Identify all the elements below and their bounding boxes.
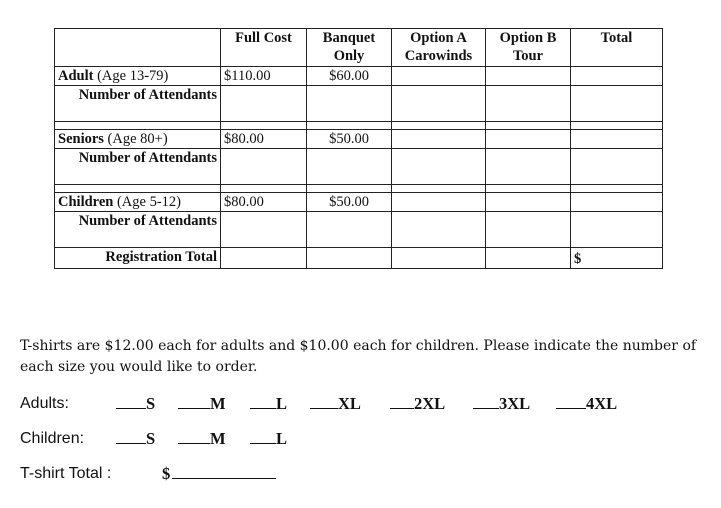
adult-label-cell: [55, 67, 221, 86]
seniors-full-cost: $80.00: [221, 130, 307, 149]
seniors-option-b-cell: [486, 130, 571, 149]
children-age: (Age 5-12): [116, 194, 181, 210]
adult-option-a-cell: [392, 67, 486, 86]
seniors-banquet-cost: $50.00: [307, 130, 392, 149]
reg-total-empty-1: [221, 248, 307, 269]
seniors-age: (Age 80+): [107, 131, 168, 147]
adult-number-label: Number of Attendants: [55, 86, 221, 122]
reg-total-empty-3: [392, 248, 486, 269]
registration-total-label: Registration Total: [55, 248, 221, 269]
adult-count-row: [55, 86, 663, 122]
adult-option-a-count[interactable]: [392, 86, 486, 122]
seniors-total-cell: [571, 130, 663, 149]
header-cell-blank: [55, 29, 221, 67]
children-option-a-cell: [392, 193, 486, 212]
child-size-l[interactable]: L: [250, 429, 287, 449]
children-option-b-cell: [486, 193, 571, 212]
adult-price-row: [55, 67, 663, 86]
children-label: Children: [58, 194, 114, 210]
children-full-count[interactable]: [221, 212, 307, 248]
spacer-row: [55, 185, 663, 193]
adult-banquet-count[interactable]: [307, 86, 392, 122]
seniors-label-cell: [55, 130, 221, 149]
adult-size-m[interactable]: M: [178, 394, 226, 414]
children-option-a-count[interactable]: [392, 212, 486, 248]
header-full-cost: Full Cost: [221, 29, 307, 67]
adult-banquet-cost: $60.00: [307, 67, 392, 86]
children-full-cost: $80.00: [221, 193, 307, 212]
seniors-option-b-count[interactable]: [486, 149, 571, 185]
adult-total-cell: [571, 67, 663, 86]
adult-size-4xl[interactable]: 4XL: [556, 394, 617, 414]
children-total-cell: [571, 193, 663, 212]
adult-size-s[interactable]: S: [116, 394, 155, 414]
adult-label: Adult: [58, 68, 94, 84]
header-banquet-only: Banquet Only: [307, 29, 392, 67]
children-banquet-cost: $50.00: [307, 193, 392, 212]
reg-total-empty-2: [307, 248, 392, 269]
spacer-row: [55, 122, 663, 130]
seniors-option-a-count[interactable]: [392, 149, 486, 185]
child-size-s[interactable]: S: [116, 429, 155, 449]
children-number-label: Number of Attendants: [55, 212, 221, 248]
seniors-price-row: [55, 130, 663, 149]
children-count-row: [55, 212, 663, 248]
children-total-amount[interactable]: [571, 212, 663, 248]
adult-total-amount[interactable]: [571, 86, 663, 122]
adult-size-2xl[interactable]: 2XL: [390, 394, 445, 414]
tshirt-note: T-shirts are $12.00 each for adults and $10.00 each for children. Please indicate the number of each size you would like to order.: [20, 338, 697, 375]
seniors-number-label: Number of Attendants: [55, 149, 221, 185]
seniors-total-amount[interactable]: [571, 149, 663, 185]
adult-size-l[interactable]: L: [250, 394, 287, 414]
child-size-m[interactable]: M: [178, 429, 226, 449]
adult-option-b-count[interactable]: [486, 86, 571, 122]
seniors-count-row: [55, 149, 663, 185]
header-total: Total: [571, 29, 663, 67]
registration-table: [54, 28, 663, 269]
reg-total-empty-4: [486, 248, 571, 269]
seniors-full-count[interactable]: [221, 149, 307, 185]
tshirt-total-field[interactable]: [162, 464, 276, 484]
registration-total-amount[interactable]: [571, 248, 663, 269]
children-tshirt-label: Children:: [20, 430, 85, 447]
registration-total-row: [55, 248, 663, 269]
registration-total-symbol: $: [574, 251, 582, 267]
adult-option-b-cell: [486, 67, 571, 86]
children-label-cell: [55, 193, 221, 212]
table-header-row: [55, 29, 663, 67]
children-price-row: [55, 193, 663, 212]
adult-full-count[interactable]: [221, 86, 307, 122]
children-banquet-count[interactable]: [307, 212, 392, 248]
children-option-b-count[interactable]: [486, 212, 571, 248]
tshirt-total-symbol: $: [162, 464, 171, 483]
adults-label: Adults:: [20, 395, 69, 412]
adult-age: (Age 13-79): [97, 68, 169, 84]
seniors-option-a-cell: [392, 130, 486, 149]
seniors-label: Seniors: [58, 131, 104, 147]
header-option-a: Option A Carowinds: [392, 29, 486, 67]
adult-size-xl[interactable]: XL: [310, 394, 361, 414]
tshirt-total-label: T-shirt Total :: [20, 465, 112, 482]
adult-size-3xl[interactable]: 3XL: [473, 394, 530, 414]
adult-full-cost: $110.00: [221, 67, 307, 86]
header-option-b: Option B Tour: [486, 29, 571, 67]
seniors-banquet-count[interactable]: [307, 149, 392, 185]
